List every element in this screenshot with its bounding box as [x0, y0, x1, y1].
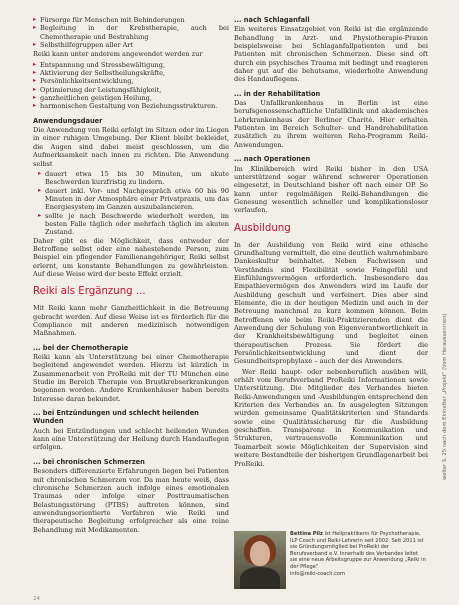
duration-bullet-list [33, 170, 229, 237]
right-column [234, 16, 428, 470]
side-caption-text: weiter S. 25 nach dem Einhefter „Projekt“ (vom Heraussenrnen) [442, 313, 448, 480]
list-item: ▸ dauert inkl. Vor- und Nachgespräch etwa 60 bis 90 Minuten in der Atmosphäre einer Privatpraxis, um das Energiesystem im Ganzen auszubalancieren. [33, 187, 229, 212]
duration-paragraph-2: Daher gibt es die Möglichkeit, dass entweder der Betroffene selbst oder eine nahestehende Person, zum Beispiel ein pflegender Familienangehöriger, Reiki selbst erlernt, um konstante Behandlungen zu gewährleisten. Auf diese Weise wird der beste Effekt erzielt. [33, 236, 229, 278]
pain-heading: ... bei chronischen Schmerzen [33, 457, 145, 466]
stroke-paragraph: Ein weiteres Einsatzgebiet von Reiki ist die ergänzende Behandlung in Arzt- und Physiotherapie-Praxen beispielsweise bei Schlaganfallpatienten und bei Patienten mit chronischen Schmerzen. Diese sind oft durch ein psychisches Trauma mit bedingt und reagieren daher gut auf die behutsame, wiederholte Anwendung des Handauflegens. [234, 25, 428, 84]
training-paragraph-2: Wer Reiki haupt- oder nebenberuflich ausüben will, erhält vom Berufsverband ProReiki Informationen sowie Unterstützung. Die Mitglieder des Verbandes bieten Reiki-Anwendungen und -Ausbildungen entsprechend den Kriterien des Verbandes an. In ausgelegten Sitzungen wurden gemeinsame Qualitätskriterien und Standards sowie eine Qualitätssicherung für die Ausbildung geschaffen. Transparenz in Kommunikation und Strukturen, vertrauensvolle Kommunikation und Teamarbeit sowie Möglichkeiten der Supervision sind weitere Bestandteile der bisherigen Grundlagenarbeit bei ProReiki. [234, 367, 428, 468]
rehab-heading: ... in der Rehabilitation [234, 89, 321, 98]
list-item: ▸ Begleitung in der Krebstherapie, auch bei Chemotherapie und Bestrahlung [33, 24, 229, 41]
intro-line: Reiki kann unter anderem angewendet werden zur [33, 50, 203, 59]
author-description: ist Heilpraktikerin für Psychotherapie, ILP Coach und Reiki-Lehrerin seit 2002. Seit 2011 ist sie Gründungsmitglied bei ProReiki der Berufsverband e.V. Innerhalb des Verbandes leitet sie eine neue Arbeitsgruppe zur Anwendung „Reiki in der Pflege“ [290, 531, 426, 570]
rehab-paragraph: Das Unfallkrankenhaus in Berlin ist eine berufsgenossenschaftliche Unfallklinik und akademisches Lehrkrankenhaus der Berliner Charité. Hier erhalten Patienten im Bereich Schulter- und Handrehabilitation zusätzlich zu ihrem weiteren Reha-Programm Reiki-Anwendungen. [234, 99, 428, 149]
list-item: ▸ Selbsthilfegruppen aller Art [33, 41, 229, 49]
stroke-heading: ... nach Schlaganfall [234, 16, 310, 24]
complement-section-title: Reiki als Ergänzung ... [33, 286, 146, 298]
duration-paragraph: Die Anwendung von Reiki erfolgt im Sitzen oder im Liegen in einer ruhigen Umgebung. Der Klient bleibt bekleidet, die Augen sind dabei meist geschlossen, um die Aufmerksamkeit nach innen zu richten. Die Anwendung selbst [33, 126, 229, 168]
intro-bullet-list [33, 16, 229, 49]
author-name: Bettina Pilz [290, 531, 323, 537]
side-caption [440, 300, 452, 480]
author-email[interactable]: info@reiki-coach.com [290, 570, 345, 577]
pain-paragraph: Besonders differenzierte Erfahrungen liegen bei Patienten mit chronischen Schmerzen vor. Da man heute weiß, dass chronische Schmerzen auch infolge eines emotionalen Traumas oder infolge einer Posttraumatischen Belastungsstörung (PTBS) auftreten können, sind anwendungsorientierte Verfahren wie Reiki und therapeutische Begleitung erfolgreicher als eine reine Behandlung mit Medikamenten. [33, 467, 229, 534]
list-item: ▸ Optimierung der Leistungsfähigkeit, [33, 86, 229, 94]
left-column [33, 16, 229, 536]
surgery-heading: ... nach Operationen [234, 155, 311, 164]
page-number: 24 [33, 596, 40, 602]
author-photo [234, 531, 286, 589]
surgery-paragraph: Im Klinikbereich wird Reiki bisher in den USA unterstützend sogar während schwerer Operationen eingesetzt, in Deutschland bisher oft nach einer OP. So kann unter regelmäßigen Reiki-Behandlungen die Genesung wesentlich schneller und komplikationsloser verlaufen. [234, 164, 428, 215]
list-item: ▸ Entspannung und Stressbewältigung, [33, 61, 229, 69]
author-bio [234, 531, 434, 591]
list-item: ▸ ganzheitlichen geistigen Heilung, [33, 94, 229, 102]
uses-bullet-list [33, 61, 229, 111]
list-item: ▸ sollte je nach Beschwerde wiederholt werden, im besten Falle täglich oder mehrfach täglich im akuten Zustand. [33, 212, 229, 237]
list-item: ▸ Aktivierung der Selbstheilungskräfte, [33, 69, 229, 77]
complement-paragraph: Mit Reiki kann mehr Ganzheitlichkeit in die Betreuung gebracht werden. Auf diese Weise ist es förderlich für die Compliance mit anderen medizinisch notwendigen Maßnahmen. [33, 304, 229, 338]
list-item: ▸ harmonischen Gestaltung von Beziehungsstrukturen. [33, 102, 229, 110]
chemo-paragraph: Reiki kann als Unterstützung bei einer Chemotherapie begleitend angewendet werden. Hierzu ist kürzlich in Zusammenarbeit von ProReiki mit der TU München eine Studie im Bereich Therapie von Brustkrebserkrankungen begonnen worden. Andere Krankenhäuser haben bereits Interesse daran bekundet. [33, 353, 229, 403]
author-bio-text [290, 531, 426, 577]
training-paragraph-1: In der Ausbildung von Reiki wird eine ethische Grundhaltung vermittelt, die eine deutlich wahrnehmbare Dankeskultur beinhaltet. Neben Fachwissen und Verständnis sind Flexibilität sowie Feingefühl und Einfühlungsvermögen erforderlich. Insbesondere das Empathievermögen des Anwenders wird im Laufe der Ausbildung geschult und verfeinert. Dies aber sind Elemente, die in der heutigen Medizin und auch in der Betreuung manchmal zu kurz kommen können. Beim Betroffenen wie beim Reiki-Praktizierenden dient die Anwendung der Schulung von Eigenverantwortlichkeit in der Krankheitsbewältigung und begleitet einen therapeutischen Prozess. Sie fördert die Persönlichkeitsentwicklung und dient der Gesundheitsprophylaxe – auch der des Anwenders. [234, 240, 428, 366]
training-section-title: Ausbildung [234, 222, 291, 234]
wounds-paragraph: Auch bei Entzündungen und schlecht heilenden Wunden kann eine Unterstützung der Heilung durch Handauflegen erfolgen. [33, 426, 229, 452]
list-item: ▸ Persönlichkeitsentwicklung, [33, 77, 229, 85]
duration-heading: Anwendungsdauer [33, 116, 103, 125]
chemo-heading: ... bei der Chemotherapie [33, 343, 129, 352]
list-item: ▸ Fürsorge für Menschen mit Behinderungen [33, 16, 229, 24]
list-item: ▸ dauert etwa 15 bis 30 Minuten, um akute Beschwerden kurzfristig zu lindern. [33, 170, 229, 187]
wounds-heading: ... bei Entzündungen und schlecht heilenden Wunden [33, 409, 199, 426]
